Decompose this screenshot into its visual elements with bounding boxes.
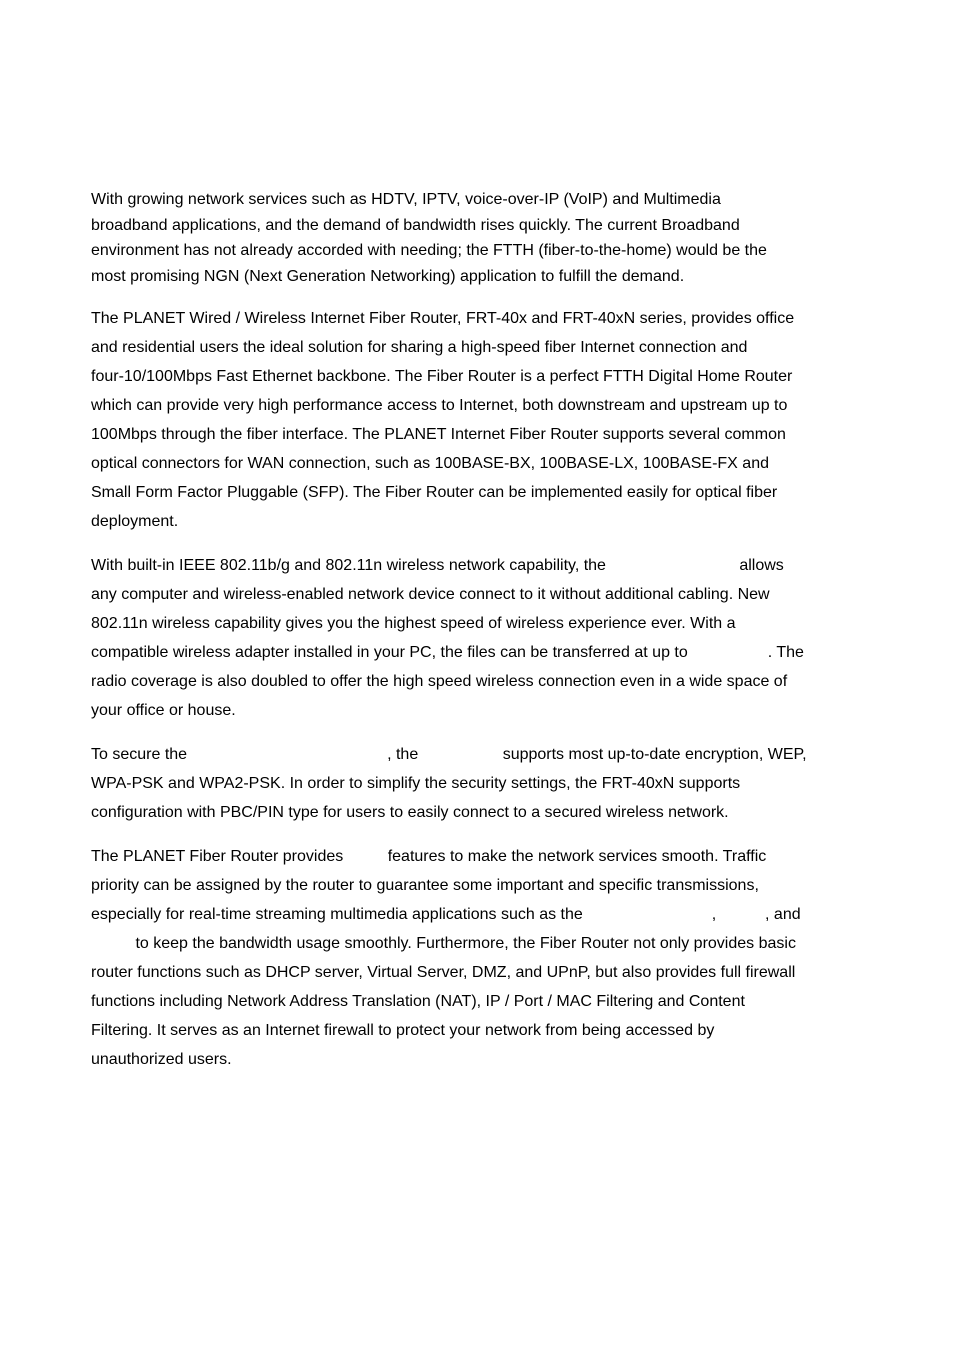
text-line: functions including Network Address Translation (NAT), IP / Port / MAC Filtering and Content (91, 992, 745, 1010)
text-line: With built-in IEEE 802.11b/g and 802.11n wireless network capability, the allows (91, 556, 784, 574)
paragraph-qos-firewall (91, 842, 866, 1074)
paragraph-spacer (91, 827, 866, 842)
text-line: broadband applications, and the demand of bandwidth rises quickly. The current Broadband (91, 216, 740, 234)
text-line: four-10/100Mbps Fast Ethernet backbone. The Fiber Router is a perfect FTTH Digital Home Router (91, 367, 793, 385)
text-line: Small Form Factor Pluggable (SFP). The Fiber Router can be implemented easily for optical fiber (91, 483, 778, 501)
paragraph-spacer (91, 725, 866, 740)
paragraph-security (91, 740, 866, 827)
text-line: deployment. (91, 512, 179, 530)
text-line: environment has not already accorded with needing; the FTTH (fiber-to-the-home) would be the (91, 242, 767, 260)
text-line: 100Mbps through the fiber interface. The PLANET Internet Fiber Router supports several common (91, 425, 786, 443)
text-line: which can provide very high performance access to Internet, both downstream and upstream up to (91, 396, 788, 414)
text-line: compatible wireless adapter installed in your PC, the files can be transferred at up to . The (91, 643, 804, 661)
paragraph-spacer (91, 290, 866, 304)
paragraph-spacer (91, 536, 866, 551)
text-line: 802.11n wireless capability gives you the highest speed of wireless experience ever. With a (91, 614, 736, 632)
text-line: any computer and wireless-enabled network device connect to it without additional cabling. New (91, 585, 770, 603)
text-line: The PLANET Fiber Router provides features to make the network services smooth. Traffic (91, 847, 767, 865)
text-line: configuration with PBC/PIN type for users to easily connect to a secured wireless network. (91, 803, 729, 821)
text-line: especially for real-time streaming multimedia applications such as the , , and (91, 905, 801, 923)
text-line: Filtering. It serves as an Internet firewall to protect your network from being accessed by (91, 1021, 715, 1039)
paragraph-wireless (91, 551, 866, 725)
text-line: priority can be assigned by the router to guarantee some important and specific transmissions, (91, 876, 759, 894)
text-line: The PLANET Wired / Wireless Internet Fiber Router, FRT-40x and FRT-40xN series, provides office (91, 309, 795, 327)
text-line: your office or house. (91, 701, 236, 719)
text-line: WPA-PSK and WPA2-PSK. In order to simplify the security settings, the FRT-40xN supports (91, 774, 741, 792)
text-line: most promising NGN (Next Generation Networking) application to fulfill the demand. (91, 268, 685, 286)
paragraph-introduction (91, 187, 866, 290)
text-line: router functions such as DHCP server, Virtual Server, DMZ, and UPnP, but also provides full firewall (91, 963, 796, 981)
text-line: optical connectors for WAN connection, such as 100BASE-BX, 100BASE-LX, 100BASE-FX and (91, 454, 769, 472)
paragraph-fiber-router (91, 304, 866, 536)
document-body (91, 187, 866, 1074)
text-line: unauthorized users. (91, 1050, 232, 1068)
text-line: to keep the bandwidth usage smoothly. Furthermore, the Fiber Router not only provides basic (91, 934, 796, 952)
text-line: With growing network services such as HDTV, IPTV, voice-over-IP (VoIP) and Multimedia (91, 191, 721, 208)
text-line: radio coverage is also doubled to offer the high speed wireless connection even in a wide space of (91, 672, 788, 690)
text-line: To secure the , the supports most up-to-date encryption, WEP, (91, 745, 807, 763)
text-line: and residential users the ideal solution for sharing a high-speed fiber Internet connection and (91, 338, 748, 356)
